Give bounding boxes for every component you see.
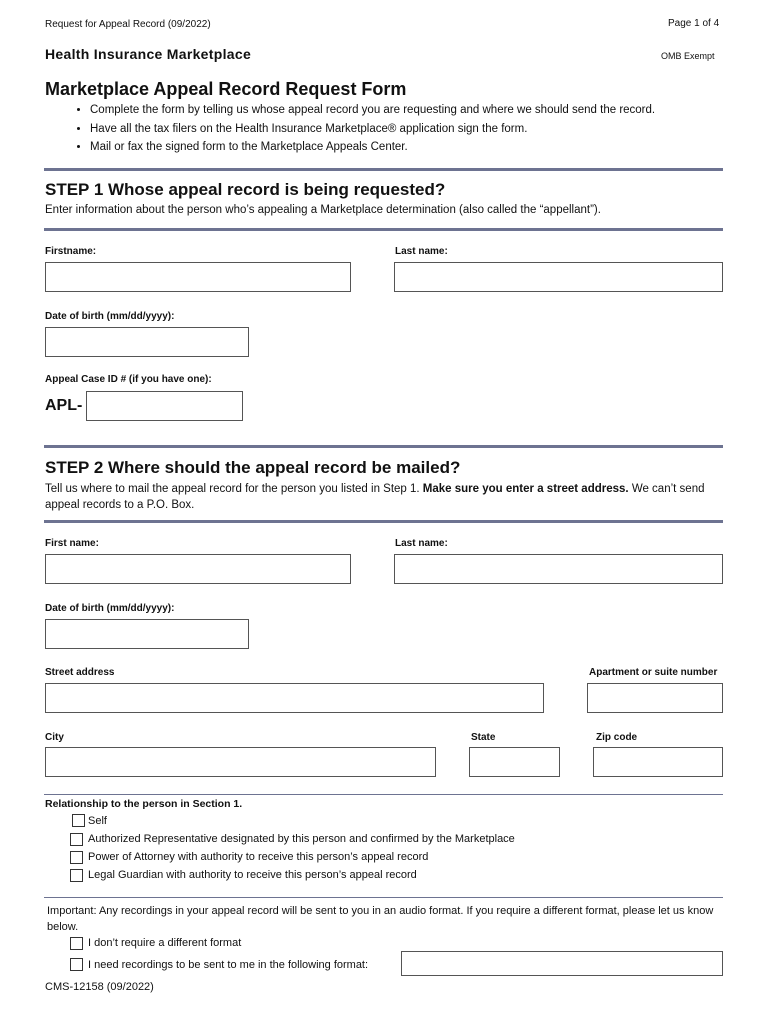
step2-title: STEP 2 Where should the appeal record be mailed?: [45, 458, 461, 477]
state-field[interactable]: [469, 747, 560, 777]
page-number: Page 1 of 4: [668, 18, 720, 29]
zip-code-label: Zip code: [596, 732, 638, 743]
divider: [44, 168, 723, 171]
org-name: Health Insurance Marketplace: [45, 46, 252, 62]
step2-dob-label: Date of birth (mm/dd/yyyy):: [45, 603, 175, 614]
divider: [44, 897, 723, 898]
form-reference: Request for Appeal Record (09/2022): [45, 19, 211, 30]
step1-first-name-label: Firstname:: [45, 246, 97, 257]
no-different-format-checkbox[interactable]: [70, 937, 83, 950]
recordings-note: Important: Any recordings in your appeal record will be sent to you in an audio format. If you require a different format, please let us know below.: [47, 905, 714, 933]
relationship-option-label: Self: [88, 815, 107, 827]
step1-first-name-field[interactable]: [45, 262, 351, 292]
relationship-option-label: Legal Guardian with authority to receive this person’s appeal record: [88, 869, 417, 881]
recordings-option-label: I don’t require a different format: [88, 937, 242, 949]
apl-prefix: APL-: [45, 397, 83, 414]
relationship-label: Relationship to the person in Section 1.: [45, 798, 243, 810]
form-number: CMS-12158 (09/2022): [45, 981, 154, 993]
list-item: • Have all the tax filers on the Health Insurance Marketplace® application sign the form.: [90, 120, 770, 139]
relationship-option-label: Authorized Representative designated by this person and confirmed by the Marketplace: [88, 833, 515, 845]
step2-first-name-label: First name:: [45, 538, 99, 549]
step1-case-id-field[interactable]: [86, 391, 243, 421]
step1-case-id-label: Appeal Case ID # (if you have one):: [45, 374, 212, 385]
instructions-list: [45, 101, 770, 157]
apt-suite-field[interactable]: [587, 683, 723, 713]
relationship-authorized-rep-checkbox[interactable]: [70, 833, 83, 846]
city-field[interactable]: [45, 747, 436, 777]
step2-last-name-label: Last name:: [395, 538, 448, 549]
relationship-legal-guardian-checkbox[interactable]: [70, 869, 83, 882]
divider: [44, 228, 723, 231]
step1-dob-field[interactable]: [45, 327, 249, 357]
relationship-option-label: Power of Attorney with authority to receive this person’s appeal record: [88, 851, 429, 863]
step1-last-name-field[interactable]: [394, 262, 723, 292]
street-address-label: Street address: [45, 667, 115, 678]
omb-status: OMB Exempt: [661, 51, 715, 61]
recording-format-field[interactable]: [401, 951, 723, 976]
relationship-self-checkbox[interactable]: [72, 814, 85, 827]
step2-first-name-field[interactable]: [45, 554, 351, 584]
zip-code-field[interactable]: [593, 747, 723, 777]
step2-dob-field[interactable]: [45, 619, 249, 649]
page-title: Marketplace Appeal Record Request Form: [45, 79, 407, 99]
step1-dob-label: Date of birth (mm/dd/yyyy):: [45, 311, 175, 322]
step2-description: [45, 481, 725, 513]
apt-suite-label: Apartment or suite number: [589, 667, 718, 678]
divider: [44, 794, 723, 795]
list-item: • Mail or fax the signed form to the Marketplace Appeals Center.: [90, 138, 770, 157]
divider: [44, 520, 723, 523]
different-format-checkbox[interactable]: [70, 958, 83, 971]
list-item: • Complete the form by telling us whose appeal record you are requesting and where we should send the record.: [90, 101, 770, 120]
step1-description: Enter information about the person who’s appealing a Marketplace determination (also called the “appellant”).: [45, 204, 601, 216]
step1-title: STEP 1 Whose appeal record is being requested?: [45, 180, 446, 199]
street-address-field[interactable]: [45, 683, 544, 713]
relationship-power-of-attorney-checkbox[interactable]: [70, 851, 83, 864]
step2-desc-tail: We can’t send appeal records to a P.O. Box.: [45, 483, 705, 511]
city-label: City: [45, 732, 64, 743]
step2-desc-text: Tell us where to mail the appeal record for the person you listed in Step 1.: [45, 483, 423, 495]
state-label: State: [471, 732, 496, 743]
recordings-option-label: I need recordings to be sent to me in the following format:: [88, 959, 369, 971]
divider: [44, 445, 723, 448]
step2-last-name-field[interactable]: [394, 554, 723, 584]
step2-desc-emphasis: Make sure you enter a street address.: [422, 483, 629, 495]
step1-last-name-label: Last name:: [395, 246, 448, 257]
